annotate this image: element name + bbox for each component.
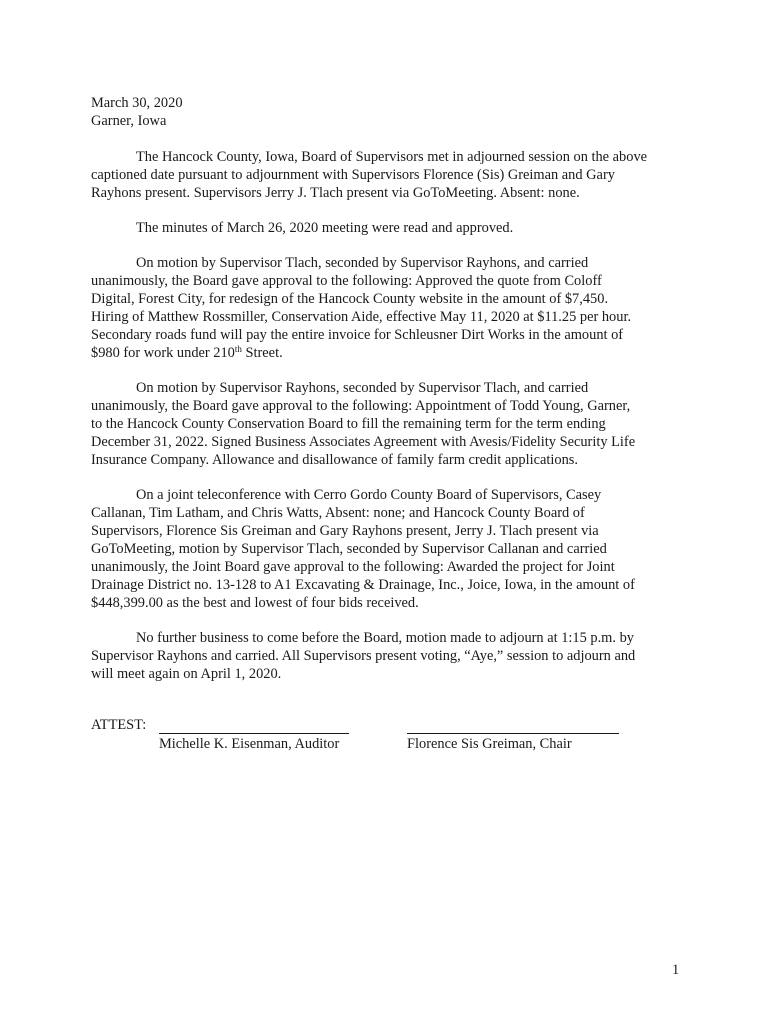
- text-line: [91, 344, 691, 362]
- paragraph-motion-appointment: [91, 379, 691, 469]
- attest-label: ATTEST:: [91, 717, 147, 733]
- document-header: [91, 94, 183, 130]
- text-line: GoToMeeting, motion by Supervisor Tlach, seconded by Supervisor Callanan and carried: [91, 541, 607, 557]
- text-line: Rayhons present. Supervisors Jerry J. Tlach present via GoToMeeting. Absent: none.: [91, 185, 580, 201]
- auditor-name: Michelle K. Eisenman, Auditor: [159, 736, 340, 752]
- text-line: Supervisors, Florence Sis Greiman and Gary Rayhons present, Jerry J. Tlach present via: [91, 523, 599, 539]
- text-line: unanimously, the Board gave approval to the following: Approved the quote from Coloff: [91, 273, 602, 289]
- text-line: The minutes of March 26, 2020 meeting were read and approved.: [136, 220, 514, 236]
- paragraph-adjournment: [91, 629, 691, 683]
- paragraph-motion-website: [91, 254, 691, 362]
- text-line: December 31, 2022. Signed Business Associates Agreement with Avesis/Fidelity Security Life: [91, 434, 636, 450]
- paragraph-attendance: [91, 148, 691, 202]
- page-number: 1: [672, 962, 680, 978]
- text-line: On motion by Supervisor Tlach, seconded by Supervisor Rayhons, and carried: [136, 255, 589, 271]
- text-line: No further business to come before the Board, motion made to adjourn at 1:15 p.m. by: [136, 630, 634, 646]
- meeting-date: March 30, 2020: [91, 95, 183, 111]
- text-line: Callanan, Tim Latham, and Chris Watts, Absent: none; and Hancock County Board of: [91, 505, 585, 521]
- text-line: Hiring of Matthew Rossmiller, Conservation Aide, effective May 11, 2020 at $11.25 per hour.: [91, 309, 632, 325]
- minutes-body: [91, 148, 691, 700]
- meeting-location: Garner, Iowa: [91, 113, 167, 129]
- text-line: Drainage District no. 13-128 to A1 Excavating & Drainage, Inc., Joice, Iowa, in the amount of: [91, 577, 635, 593]
- auditor-signature-line: [159, 733, 349, 734]
- text-line: unanimously, the Board gave approval to the following: Appointment of Todd Young, Garner,: [91, 398, 631, 414]
- text-line: Insurance Company. Allowance and disallowance of family farm credit applications.: [91, 452, 578, 468]
- chair-signature-line: [407, 733, 619, 734]
- text-line: On a joint teleconference with Cerro Gordo County Board of Supervisors, Casey: [136, 487, 602, 503]
- text-fragment: $980 for work under 210: [91, 345, 235, 361]
- ordinal-superscript: th: [234, 344, 242, 354]
- text-fragment: Street.: [241, 345, 283, 361]
- text-line: Supervisor Rayhons and carried. All Supervisors present voting, “Aye,” session to adjourn and: [91, 648, 636, 664]
- text-line: will meet again on April 1, 2020.: [91, 666, 282, 682]
- paragraph-minutes-approval: [91, 219, 691, 237]
- text-line: The Hancock County, Iowa, Board of Supervisors met in adjourned session on the above: [136, 149, 648, 165]
- chair-name: Florence Sis Greiman, Chair: [407, 736, 572, 752]
- text-line: to the Hancock County Conservation Board to fill the remaining term for the term ending: [91, 416, 606, 432]
- text-line: Secondary roads fund will pay the entire invoice for Schleusner Dirt Works in the amount of: [91, 327, 624, 343]
- text-line: unanimously, the Joint Board gave approval to the following: Awarded the project for Joint: [91, 559, 615, 575]
- text-line: captioned date pursuant to adjournment with Supervisors Florence (Sis) Greiman and Gary: [91, 167, 615, 183]
- paragraph-joint-teleconference: [91, 486, 691, 612]
- text-line: $448,399.00 as the best and lowest of four bids received.: [91, 595, 419, 611]
- text-line: Digital, Forest City, for redesign of the Hancock County website in the amount of $7,450.: [91, 291, 609, 307]
- text-line: On motion by Supervisor Rayhons, seconded by Supervisor Tlach, and carried: [136, 380, 589, 396]
